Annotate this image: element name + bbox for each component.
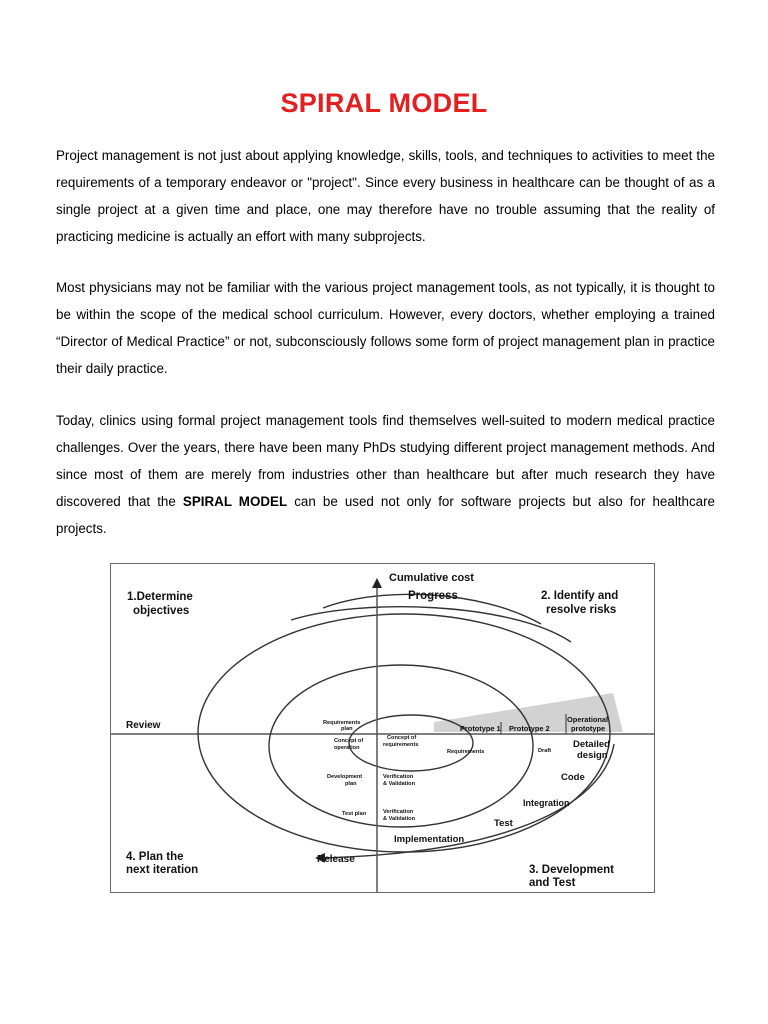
prototype-2-label: Prototype 2 (509, 724, 550, 733)
prototype-1-label: Prototype 1 (460, 724, 501, 733)
code-label: Code (561, 772, 585, 783)
paragraph-3-text-a: Today, clinics using formal project management tools find themselves well-suited to modern medical practice challenges. Over the years, there have been many PhDs studying different project management methods. And since most of them are merely from industries other than healthcare but after much research they have discovered that the (56, 413, 715, 509)
verification-validation-1-line-1: Verification (383, 774, 414, 780)
page-title: SPIRAL MODEL (280, 88, 488, 118)
spiral-model-diagram (110, 563, 655, 893)
requirements-plan-line-2: plan (341, 726, 353, 732)
requirements-label: Requirements (447, 749, 485, 755)
quadrant-4-line-1: 4. Plan the (126, 851, 184, 863)
detailed-design-line-2: design (577, 750, 608, 761)
quadrant-1-line-1: 1.Determine (127, 591, 193, 603)
quadrant-4-line-2: next iteration (126, 864, 199, 876)
spiral-model-bold: SPIRAL MODEL (182, 494, 288, 509)
progress-arc-2 (291, 607, 571, 642)
quadrant-1-line-2: objectives (133, 605, 190, 617)
draft-label: Draft (538, 748, 552, 754)
paragraph-3 (56, 407, 715, 542)
concept-operation-line-2: operation (334, 745, 360, 751)
release-label: Release (317, 854, 355, 865)
detailed-design-line-1: Detailed (573, 739, 610, 750)
quadrant-2-line-2: resolve risks (546, 604, 617, 616)
verification-validation-1-line-2: & Validation (383, 781, 416, 787)
paragraph-1: Project management is not just about applying knowledge, skills, tools, and techniques to activities to meet the requirements of a temporary endeavor or "project". Since every business in healthcare can be thought of as a single project at a given time and place, one may therefore have no trouble assuming that the reality of practicing medicine is actually an effort with many subprojects. (56, 148, 715, 244)
review-label: Review (126, 720, 161, 731)
concept-operation-line-1: Concept of (334, 738, 364, 744)
progress-label: Progress (408, 590, 458, 602)
paragraph-3-text-b: can be used not only for software projects but also for healthcare projects. (56, 494, 716, 536)
test-label: Test (494, 818, 513, 829)
quadrant-2-line-1: 2. Identify and (541, 590, 619, 602)
operational-prototype-line-1: Operational (567, 715, 609, 724)
paragraph-2: Most physicians may not be familiar with the various project management tools, as not typically, it is thought to be within the scope of the medical school curriculum. However, every doctors, whether employing a trained “Director of Medical Practice” or not, subconsciously follows some form of project management plan in practice their daily practice. (56, 280, 715, 376)
development-plan-line-2: plan (345, 781, 357, 787)
verification-validation-2-line-2: & Validation (383, 816, 416, 822)
concept-requirements-line-1: Concept of (387, 735, 417, 741)
operational-prototype-line-2: prototype (571, 724, 606, 733)
development-plan-line-1: Development (327, 774, 363, 780)
requirements-plan-line-1: Requirements (323, 720, 361, 726)
implementation-label: Implementation (394, 834, 465, 845)
quadrant-3-line-1: 3. Development (529, 864, 614, 876)
cumulative-cost-label: Cumulative cost (389, 572, 474, 584)
concept-requirements-line-2: requirements (383, 742, 419, 748)
test-plan-label: Test plan (342, 811, 367, 817)
quadrant-3-line-2: and Test (529, 877, 576, 889)
verification-validation-2-line-1: Verification (383, 809, 414, 815)
integration-label: Integration (523, 798, 570, 808)
spiral-diagram-svg (111, 564, 654, 892)
